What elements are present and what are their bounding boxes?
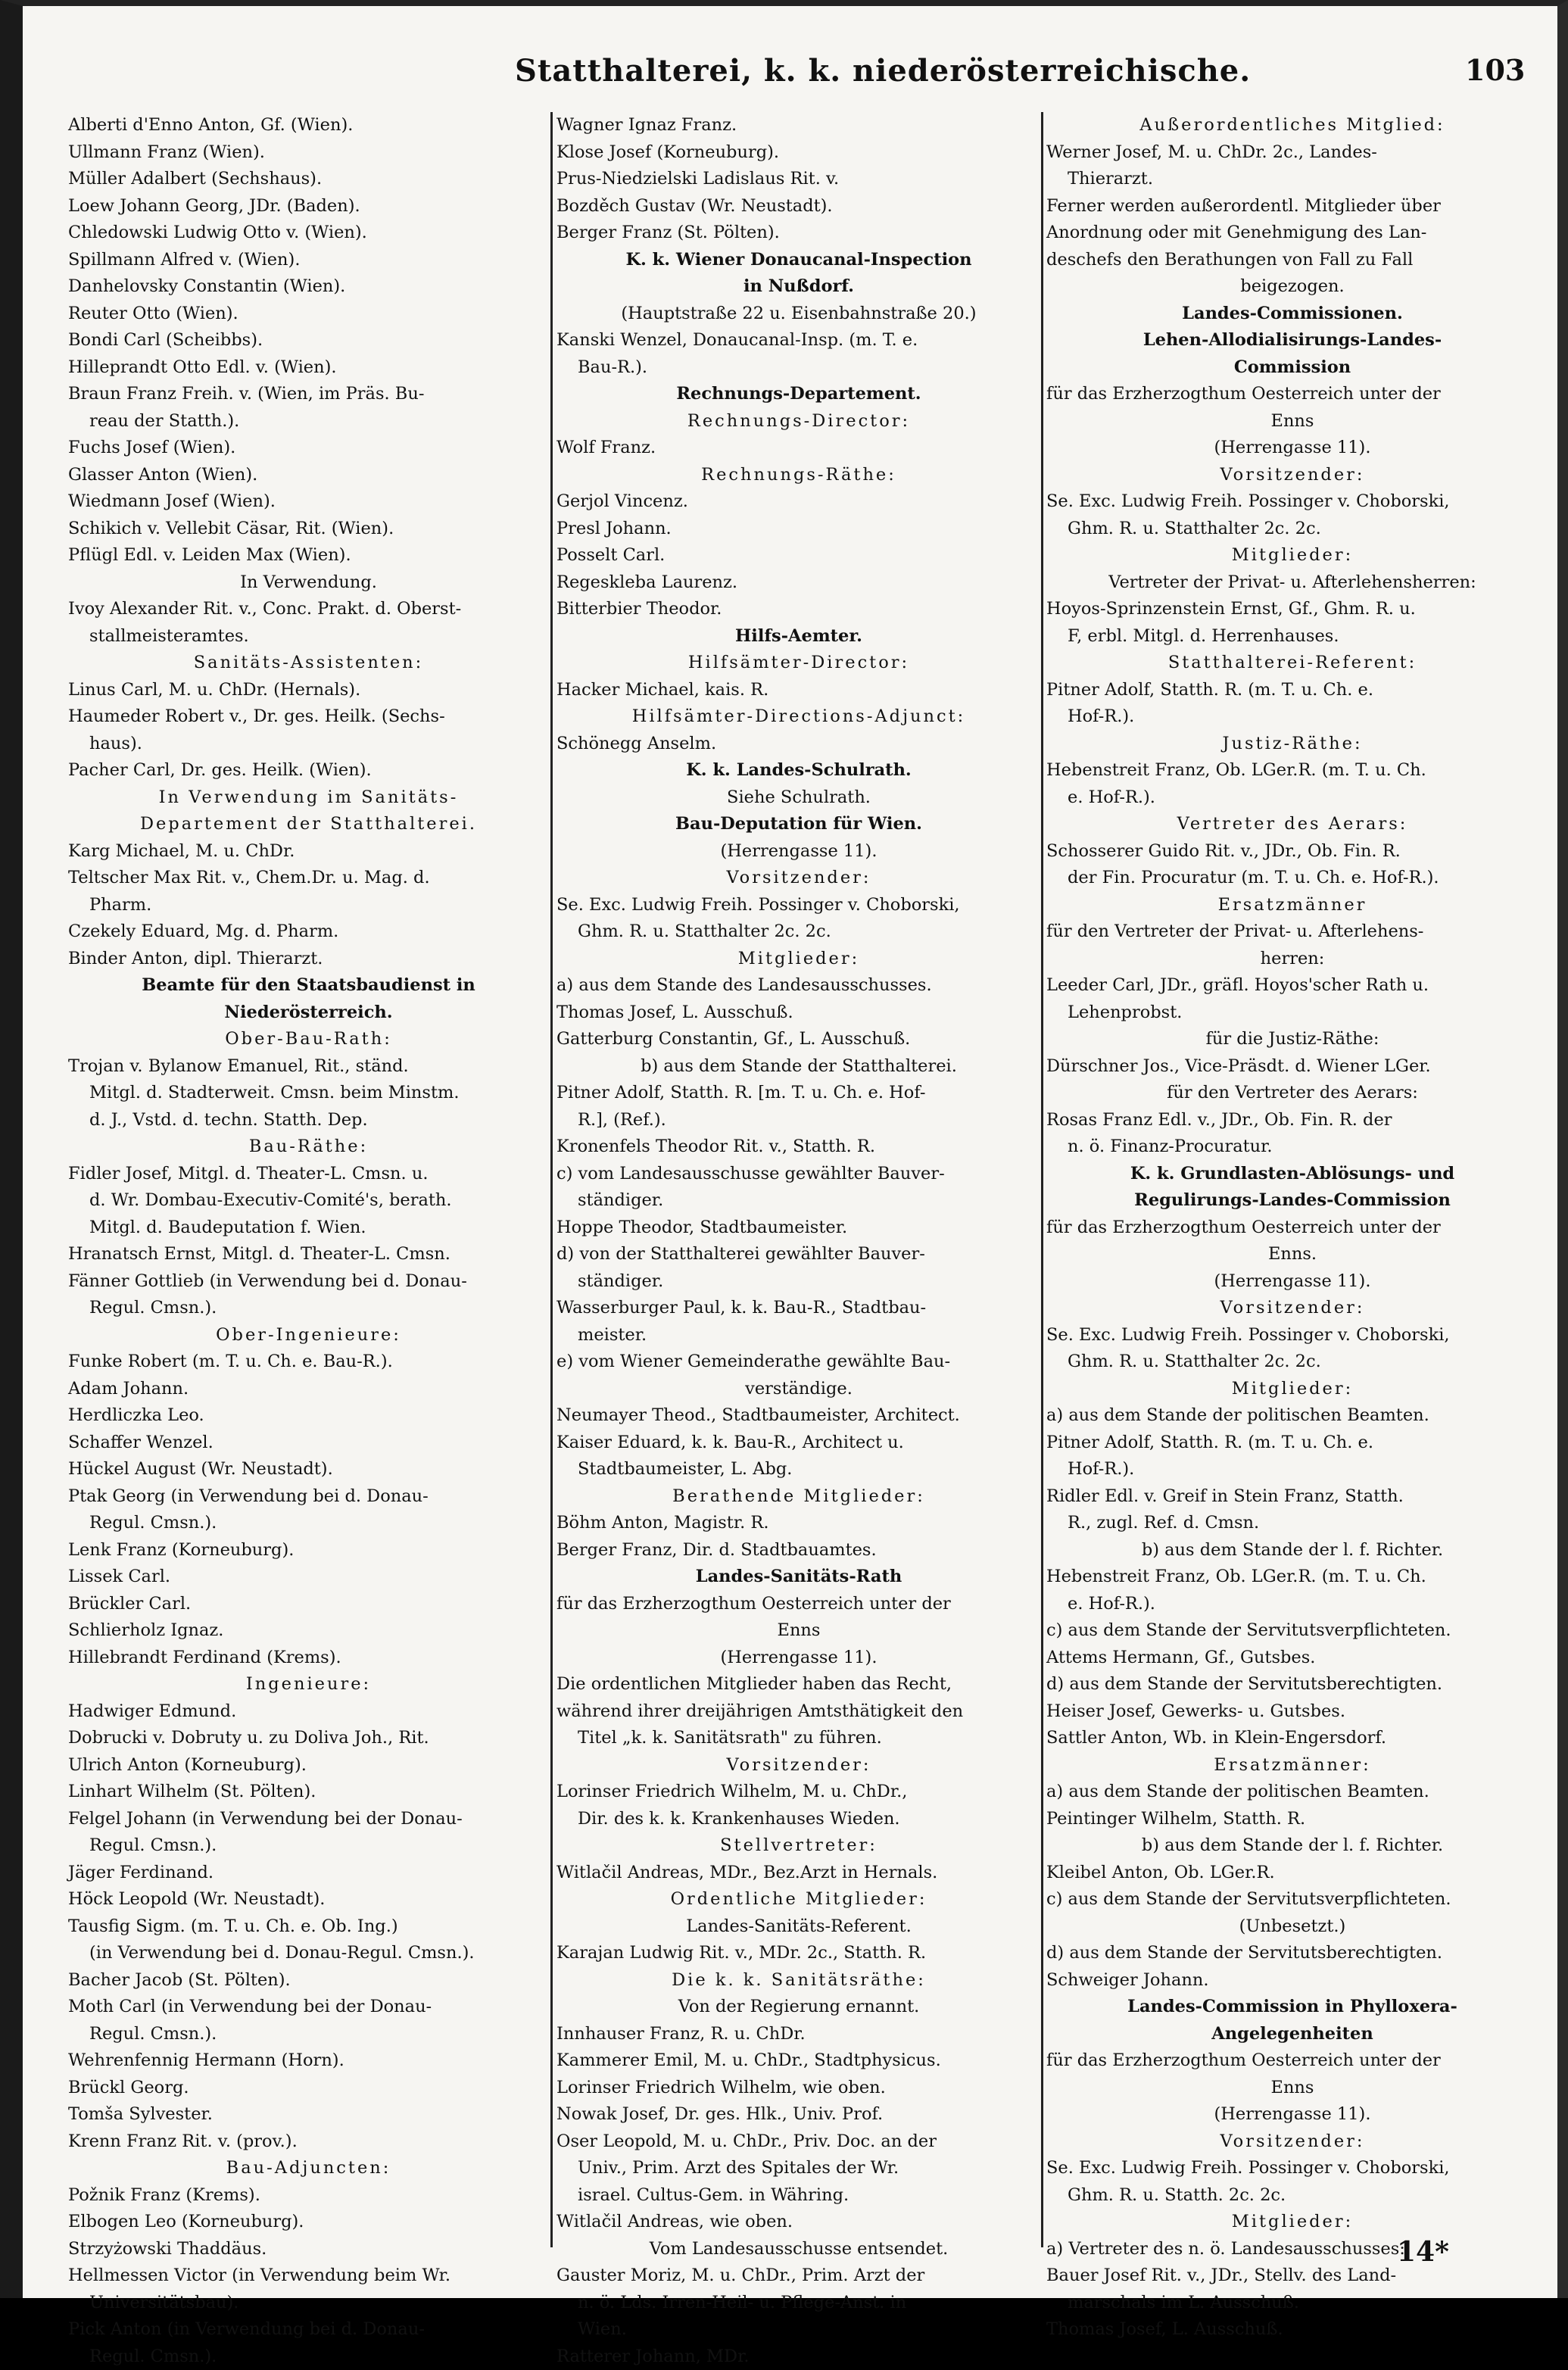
entry-line: Ratterer Johann, MDr. — [556, 2343, 1041, 2370]
continuation-line: Regul. Cmsn.). — [68, 1832, 549, 1860]
subheading: In Verwendung im Sanitäts- — [68, 784, 549, 812]
entry-line: Pitner Adolf, Statth. R. [m. T. u. Ch. e. Hof- — [556, 1080, 1041, 1107]
entry-line: Ulrich Anton (Korneuburg). — [68, 1752, 549, 1779]
centered-note: Enns — [1046, 2075, 1538, 2102]
entry-line: Reuter Otto (Wien). — [68, 301, 549, 328]
entry-line: Klose Josef (Korneuburg). — [556, 139, 1041, 167]
continuation-line: F, erbl. Mitgl. d. Herrenhauses. — [1046, 623, 1538, 650]
subheading: Ersatzmänner — [1046, 892, 1538, 919]
entry-line: Strzyżowski Thaddäus. — [68, 2236, 549, 2263]
entry-line: Brückl Georg. — [68, 2075, 549, 2102]
entry-line: Bacher Jacob (St. Pölten). — [68, 1967, 549, 1994]
centered-note: verständige. — [556, 1376, 1041, 1403]
section-heading: Landes-Commission in Phylloxera- — [1046, 1994, 1538, 2021]
section-heading: Regulirungs-Landes-Commission — [1046, 1187, 1538, 1215]
entry-line: Müller Adalbert (Sechshaus). — [68, 166, 549, 193]
section-heading: Angelegenheiten — [1046, 2021, 1538, 2048]
entry-line: Se. Exc. Ludwig Freih. Possinger v. Choborski, — [556, 892, 1041, 919]
continuation-line: d. Wr. Dombau-Executiv-Comité's, berath. — [68, 1187, 549, 1215]
entry-line: Se. Exc. Ludwig Freih. Possinger v. Choborski, — [1046, 1322, 1538, 1349]
entry-line: Jäger Ferdinand. — [68, 1860, 549, 1887]
entry-line: Lorinser Friedrich Wilhelm, wie oben. — [556, 2075, 1041, 2102]
entry-line: Felgel Johann (in Verwendung bei der Donau- — [68, 1806, 549, 1833]
continuation-line: n. ö. Finanz-Procuratur. — [1046, 1134, 1538, 1161]
entry-line: Presl Johann. — [556, 516, 1041, 543]
subheading: Hilfsämter-Directions-Adjunct: — [556, 703, 1041, 731]
continuation-line: R.], (Ref.). — [556, 1107, 1041, 1134]
entry-line: Peintinger Wilhelm, Statth. R. — [1046, 1806, 1538, 1833]
entry-line: Adam Johann. — [68, 1376, 549, 1403]
entry-line: Oser Leopold, M. u. ChDr., Priv. Doc. an der — [556, 2128, 1041, 2156]
continuation-line: reau der Statth.). — [68, 408, 549, 435]
continuation-line: der Fin. Procuratur (m. T. u. Ch. e. Hof-R.). — [1046, 865, 1538, 892]
entry-line: Lissek Carl. — [68, 1564, 549, 1591]
entry-line: Elbogen Leo (Korneuburg). — [68, 2209, 549, 2236]
continuation-line: Titel „k. k. Sanitätsrath" zu führen. — [556, 1725, 1041, 1752]
entry-line: Binder Anton, dipl. Thierarzt. — [68, 946, 549, 973]
centered-note: (Herrengasse 11). — [556, 838, 1041, 865]
subheading: Vorsitzender: — [1046, 462, 1538, 489]
section-heading: K. k. Wiener Donaucanal-Inspection — [556, 247, 1041, 274]
continuation-line: n. ö. Lds. Irren-Heil- u. Pflege-Anst. in — [556, 2290, 1041, 2317]
continuation-line: Ghm. R. u. Statthalter 2c. 2c. — [556, 918, 1041, 946]
continuation-line: Lehenprobst. — [1046, 999, 1538, 1027]
subheading: Vorsitzender: — [1046, 1295, 1538, 1322]
entry-line: für das Erzherzogthum Oesterreich unter der — [556, 1591, 1041, 1618]
entry-line: c) aus dem Stande der Servitutsverpflichteten. — [1046, 1886, 1538, 1913]
entry-line: Hoppe Theodor, Stadtbaumeister. — [556, 1215, 1041, 1242]
entry-line: Danhelovsky Constantin (Wien). — [68, 273, 549, 301]
entry-line: Hillebrandt Ferdinand (Krems). — [68, 1645, 549, 1672]
entry-line: Hadwiger Edmund. — [68, 1698, 549, 1726]
entry-line: Trojan v. Bylanow Emanuel, Rit., ständ. — [68, 1053, 549, 1081]
centered-note: (Herrengasse 11). — [1046, 435, 1538, 462]
section-heading: Niederösterreich. — [68, 999, 549, 1027]
entry-line: für das Erzherzogthum Oesterreich unter der — [1046, 1215, 1538, 1242]
section-heading: Lehen-Allodialisirungs-Landes- — [1046, 327, 1538, 354]
section-heading: K. k. Grundlasten-Ablösungs- und — [1046, 1161, 1538, 1188]
entry-line: Nowak Josef, Dr. ges. Hlk., Univ. Prof. — [556, 2101, 1041, 2128]
subheading: Rechnungs-Räthe: — [556, 462, 1041, 489]
centered-note: Siehe Schulrath. — [556, 784, 1041, 812]
entry-line: Schosserer Guido Rit. v., JDr., Ob. Fin. R. — [1046, 838, 1538, 865]
entry-line: Wagner Ignaz Franz. — [556, 112, 1041, 139]
entry-line: während ihrer dreijährigen Amtsthätigkeit den — [556, 1698, 1041, 1726]
entry-line: c) aus dem Stande der Servitutsverpflichteten. — [1046, 1617, 1538, 1645]
centered-note: (Herrengasse 11). — [556, 1645, 1041, 1672]
entry-line: Schaffer Wenzel. — [68, 1430, 549, 1457]
continuation-line: Hof-R.). — [1046, 1456, 1538, 1483]
entry-line: Požnik Franz (Krems). — [68, 2182, 549, 2209]
continuation-line: Regul. Cmsn.). — [68, 1295, 549, 1322]
column-left — [68, 112, 549, 2255]
continuation-line: e. Hof-R.). — [1046, 784, 1538, 812]
subheading: Ersatzmänner: — [1046, 1752, 1538, 1779]
entry-line: Schweiger Johann. — [1046, 1967, 1538, 1994]
entry-line: Heiser Josef, Gewerks- u. Gutsbes. — [1046, 1698, 1538, 1726]
continuation-line: ständiger. — [556, 1187, 1041, 1215]
column-middle — [556, 112, 1041, 2255]
entry-line: Gauster Moriz, M. u. ChDr., Prim. Arzt der — [556, 2262, 1041, 2290]
entry-line: Werner Josef, M. u. ChDr. 2c., Landes- — [1046, 139, 1538, 167]
entry-line: Karajan Ludwig Rit. v., MDr. 2c., Statth. R. — [556, 1940, 1041, 1967]
continuation-line: Pharm. — [68, 892, 549, 919]
column-right — [1046, 112, 1538, 2255]
entry-line: Hebenstreit Franz, Ob. LGer.R. (m. T. u. Ch. — [1046, 757, 1538, 784]
entry-line: Attems Hermann, Gf., Gutsbes. — [1046, 1645, 1538, 1672]
entry-line: Se. Exc. Ludwig Freih. Possinger v. Choborski, — [1046, 2155, 1538, 2182]
section-heading: Landes-Sanitäts-Rath — [556, 1564, 1041, 1591]
centered-note: Enns — [556, 1617, 1041, 1645]
entry-line: Bozděch Gustav (Wr. Neustadt). — [556, 193, 1041, 220]
centered-note: für die Justiz-Räthe: — [1046, 1026, 1538, 1053]
entry-line: Funke Robert (m. T. u. Ch. e. Bau-R.). — [68, 1349, 549, 1376]
entry-line: Loew Johann Georg, JDr. (Baden). — [68, 193, 549, 220]
entry-line: Pitner Adolf, Statth. R. (m. T. u. Ch. e. — [1046, 677, 1538, 704]
subheading: Stellvertreter: — [556, 1832, 1041, 1860]
entry-line: Hückel August (Wr. Neustadt). — [68, 1456, 549, 1483]
entry-line: Wehrenfennig Hermann (Horn). — [68, 2047, 549, 2075]
continuation-line: ständiger. — [556, 1268, 1041, 1296]
continuation-line: Bau-R.). — [556, 354, 1041, 382]
subheading: Bau-Adjuncten: — [68, 2155, 549, 2182]
centered-note: beigezogen. — [1046, 273, 1538, 301]
continuation-line: stallmeisteramtes. — [68, 623, 549, 650]
entry-line: Hilleprandt Otto Edl. v. (Wien). — [68, 354, 549, 382]
subheading: Vertreter des Aerars: — [1046, 811, 1538, 838]
entry-line: d) aus dem Stande der Servitutsberechtigten. — [1046, 1940, 1538, 1967]
section-heading: Bau-Deputation für Wien. — [556, 811, 1041, 838]
entry-line: Gatterburg Constantin, Gf., L. Ausschuß. — [556, 1026, 1041, 1053]
centered-note: In Verwendung. — [68, 569, 549, 597]
entry-line: Wasserburger Paul, k. k. Bau-R., Stadtbau- — [556, 1295, 1041, 1322]
entry-line: Bitterbier Theodor. — [556, 596, 1041, 623]
continuation-line: (in Verwendung bei d. Donau-Regul. Cmsn.). — [68, 1940, 549, 1967]
subheading: Sanitäts-Assistenten: — [68, 650, 549, 677]
centered-note: b) aus dem Stande der Statthalterei. — [556, 1053, 1041, 1081]
subheading: Die k. k. Sanitätsräthe: — [556, 1967, 1041, 1994]
entry-line: Glasser Anton (Wien). — [68, 462, 549, 489]
continuation-line: Mitgl. d. Stadterweit. Cmsn. beim Minstm. — [68, 1080, 549, 1107]
continuation-line: Wien. — [556, 2316, 1041, 2343]
centered-note: (Herrengasse 11). — [1046, 1268, 1538, 1296]
entry-line: Leeder Carl, JDr., gräfl. Hoyos'scher Rath u. — [1046, 972, 1538, 999]
entry-line: a) aus dem Stande der politischen Beamten. — [1046, 1779, 1538, 1806]
entry-line: Linus Carl, M. u. ChDr. (Hernals). — [68, 677, 549, 704]
entry-line: Höck Leopold (Wr. Neustadt). — [68, 1886, 549, 1913]
entry-line: deschefs den Berathungen von Fall zu Fall — [1046, 247, 1538, 274]
entry-line: a) aus dem Stande der politischen Beamten. — [1046, 1402, 1538, 1430]
subheading: Berathende Mitglieder: — [556, 1483, 1041, 1511]
entry-line: Die ordentlichen Mitglieder haben das Recht, — [556, 1671, 1041, 1698]
entry-line: Karg Michael, M. u. ChDr. — [68, 838, 549, 865]
entry-line: Pitner Adolf, Statth. R. (m. T. u. Ch. e. — [1046, 1430, 1538, 1457]
entry-line: Neumayer Theod., Stadtbaumeister, Architect. — [556, 1402, 1041, 1430]
centered-note: Landes-Sanitäts-Referent. — [556, 1913, 1041, 1941]
entry-line: Hellmessen Victor (in Verwendung beim Wr. — [68, 2262, 549, 2290]
entry-line: Hoyos-Sprinzenstein Ernst, Gf., Ghm. R. u. — [1046, 596, 1538, 623]
section-heading: Commission — [1046, 354, 1538, 382]
continuation-line: Thierarzt. — [1046, 166, 1538, 193]
entry-line: Alberti d'Enno Anton, Gf. (Wien). — [68, 112, 549, 139]
centered-note: für den Vertreter des Aerars: — [1046, 1080, 1538, 1107]
subheading: Justiz-Räthe: — [1046, 731, 1538, 758]
centered-note: Enns. — [1046, 1241, 1538, 1268]
entry-line: Se. Exc. Ludwig Freih. Possinger v. Choborski, — [1046, 488, 1538, 516]
continuation-line: Univ., Prim. Arzt des Spitales der Wr. — [556, 2155, 1041, 2182]
entry-line: Lorinser Friedrich Wilhelm, M. u. ChDr., — [556, 1779, 1041, 1806]
continuation-line: Regul. Cmsn.). — [68, 1510, 549, 1537]
subheading: Hilfsämter-Director: — [556, 650, 1041, 677]
entry-line: Linhart Wilhelm (St. Pölten). — [68, 1779, 549, 1806]
section-heading: Rechnungs-Departement. — [556, 381, 1041, 408]
continuation-line: marschals im L. Ausschuß. — [1046, 2290, 1538, 2317]
entry-line: Brückler Carl. — [68, 1591, 549, 1618]
entry-line: für das Erzherzogthum Oesterreich unter der — [1046, 381, 1538, 408]
entry-line: Posselt Carl. — [556, 542, 1041, 569]
entry-line: Fuchs Josef (Wien). — [68, 435, 549, 462]
entry-line: Schönegg Anselm. — [556, 731, 1041, 758]
entry-line: Ridler Edl. v. Greif in Stein Franz, Statth. — [1046, 1483, 1538, 1511]
entry-line: Czekely Eduard, Mg. d. Pharm. — [68, 918, 549, 946]
subheading: Ordentliche Mitglieder: — [556, 1886, 1041, 1913]
centered-note: (Herrengasse 11). — [1046, 2101, 1538, 2128]
entry-line: für den Vertreter der Privat- u. Afterlehens- — [1046, 918, 1538, 946]
centered-note: Enns — [1046, 408, 1538, 435]
subheading: Statthalterei-Referent: — [1046, 650, 1538, 677]
subheading: Bau-Räthe: — [68, 1134, 549, 1161]
entry-line: Regeskleba Laurenz. — [556, 569, 1041, 597]
column-rule — [1041, 112, 1043, 2247]
entry-line: Wolf Franz. — [556, 435, 1041, 462]
entry-line: a) aus dem Stande des Landesausschusses. — [556, 972, 1041, 999]
subheading: Mitglieder: — [556, 946, 1041, 973]
centered-note: Vom Landesausschusse entsendet. — [556, 2236, 1041, 2263]
subheading: Ober-Ingenieure: — [68, 1322, 549, 1349]
continuation-line: Ghm. R. u. Statthalter 2c. 2c. — [1046, 1349, 1538, 1376]
entry-line: d) aus dem Stande der Servitutsberechtigten. — [1046, 1671, 1538, 1698]
entry-line: e) vom Wiener Gemeinderathe gewählte Bau- — [556, 1349, 1041, 1376]
entry-line: Berger Franz (St. Pölten). — [556, 220, 1041, 247]
entry-line: Tausfig Sigm. (m. T. u. Ch. e. Ob. Ing.) — [68, 1913, 549, 1941]
entry-line: Fänner Gottlieb (in Verwendung bei d. Donau- — [68, 1268, 549, 1296]
entry-line: Wiedmann Josef (Wien). — [68, 488, 549, 516]
subheading: Mitglieder: — [1046, 542, 1538, 569]
entry-line: Ferner werden außerordentl. Mitglieder über — [1046, 193, 1538, 220]
subheading: Vorsitzender: — [556, 1752, 1041, 1779]
entry-line: d) von der Statthalterei gewählter Bauver- — [556, 1241, 1041, 1268]
running-title: Statthalterei, k. k. niederösterreichische. — [515, 53, 1251, 89]
entry-line: Haumeder Robert v., Dr. ges. Heilk. (Sechs- — [68, 703, 549, 731]
section-heading: K. k. Landes-Schulrath. — [556, 757, 1041, 784]
continuation-line: Regul. Cmsn.). — [68, 2021, 549, 2048]
entry-line: Moth Carl (in Verwendung bei der Donau- — [68, 1994, 549, 2021]
subheading: Ober-Bau-Rath: — [68, 1026, 549, 1053]
section-heading: Hilfs-Aemter. — [556, 623, 1041, 650]
continuation-line: Dir. des k. k. Krankenhauses Wieden. — [556, 1806, 1041, 1833]
entry-line: Innhauser Franz, R. u. ChDr. — [556, 2021, 1041, 2048]
continuation-line: d. J., Vstd. d. techn. Statth. Dep. — [68, 1107, 549, 1134]
continuation-line: haus). — [68, 731, 549, 758]
entry-line: Sattler Anton, Wb. in Klein-Engersdorf. — [1046, 1725, 1538, 1752]
entry-line: Braun Franz Freih. v. (Wien, im Präs. Bu- — [68, 381, 549, 408]
column-rule — [550, 112, 553, 2247]
entry-line: Witlačil Andreas, wie oben. — [556, 2209, 1041, 2236]
subheading: Departement der Statthalterei. — [68, 811, 549, 838]
centered-note: (Unbesetzt.) — [1046, 1913, 1538, 1941]
continuation-line: Mitgl. d. Baudeputation f. Wien. — [68, 1215, 549, 1242]
entry-line: Ivoy Alexander Rit. v., Conc. Prakt. d. Oberst- — [68, 596, 549, 623]
entry-line: Berger Franz, Dir. d. Stadtbauamtes. — [556, 1537, 1041, 1564]
entry-line: Pick Anton (in Verwendung bei d. Donau- — [68, 2316, 549, 2343]
continuation-line: israel. Cultus-Gem. in Währing. — [556, 2182, 1041, 2209]
entry-line: Fidler Josef, Mitgl. d. Theater-L. Cmsn. u. — [68, 1161, 549, 1188]
entry-line: Schlierholz Ignaz. — [68, 1617, 549, 1645]
continuation-line: Hof-R.). — [1046, 703, 1538, 731]
section-heading: Beamte für den Staatsbaudienst in — [68, 972, 549, 999]
subheading: Mitglieder: — [1046, 1376, 1538, 1403]
continuation-line: Regul. Cmsn.). — [68, 2343, 549, 2370]
entry-line: Herdliczka Leo. — [68, 1402, 549, 1430]
section-heading: Landes-Commissionen. — [1046, 301, 1538, 328]
centered-note: b) aus dem Stande der l. f. Richter. — [1046, 1832, 1538, 1860]
entry-line: Dürschner Jos., Vice-Präsdt. d. Wiener LGer. — [1046, 1053, 1538, 1081]
entry-line: Kleibel Anton, Ob. LGer.R. — [1046, 1860, 1538, 1887]
entry-line: Lenk Franz (Korneuburg). — [68, 1537, 549, 1564]
section-heading: in Nußdorf. — [556, 273, 1041, 301]
entry-line: Hranatsch Ernst, Mitgl. d. Theater-L. Cmsn. — [68, 1241, 549, 1268]
entry-line: Pacher Carl, Dr. ges. Heilk. (Wien). — [68, 757, 549, 784]
subheading: Rechnungs-Director: — [556, 408, 1041, 435]
entry-line: Chledowski Ludwig Otto v. (Wien). — [68, 220, 549, 247]
signature-mark: 14* — [1397, 2236, 1449, 2268]
entry-line: Witlačil Andreas, MDr., Bez.Arzt in Hernals. — [556, 1860, 1041, 1887]
entry-line: Kronenfels Theodor Rit. v., Statth. R. — [556, 1134, 1041, 1161]
continuation-line: Universitätsbau). — [68, 2290, 549, 2317]
entry-line: Bondi Carl (Scheibbs). — [68, 327, 549, 354]
entry-line: Böhm Anton, Magistr. R. — [556, 1510, 1041, 1537]
entry-line: Krenn Franz Rit. v. (prov.). — [68, 2128, 549, 2156]
continuation-line: e. Hof-R.). — [1046, 1591, 1538, 1618]
entry-line: Thomas Josef, L. Ausschuß. — [556, 999, 1041, 1027]
entry-line: Kaiser Eduard, k. k. Bau-R., Architect u. — [556, 1430, 1041, 1457]
entry-line: Anordnung oder mit Genehmigung des Lan- — [1046, 220, 1538, 247]
continuation-line: Stadtbaumeister, L. Abg. — [556, 1456, 1041, 1483]
entry-line: c) vom Landesausschusse gewählter Bauver- — [556, 1161, 1041, 1188]
subheading: Ingenieure: — [68, 1671, 549, 1698]
continuation-line: R., zugl. Ref. d. Cmsn. — [1046, 1510, 1538, 1537]
entry-line: Bauer Josef Rit. v., JDr., Stellv. des Land- — [1046, 2262, 1538, 2290]
centered-note: b) aus dem Stande der l. f. Richter. — [1046, 1537, 1538, 1564]
subheading: Vorsitzender: — [556, 865, 1041, 892]
entry-line: Thomas Josef, L. Ausschuß. — [1046, 2316, 1538, 2343]
entry-line: Kanski Wenzel, Donaucanal-Insp. (m. T. e. — [556, 327, 1041, 354]
centered-note: Von der Regierung ernannt. — [556, 1994, 1041, 2021]
continuation-line: Ghm. R. u. Statth. 2c. 2c. — [1046, 2182, 1538, 2209]
entry-line: Pflügl Edl. v. Leiden Max (Wien). — [68, 542, 549, 569]
entry-line: Ptak Georg (in Verwendung bei d. Donau- — [68, 1483, 549, 1511]
entry-line: Prus-Niedzielski Ladislaus Rit. v. — [556, 166, 1041, 193]
centered-note: herren: — [1046, 946, 1538, 973]
centered-note: (Hauptstraße 22 u. Eisenbahnstraße 20.) — [556, 301, 1041, 328]
entry-line: Rosas Franz Edl. v., JDr., Ob. Fin. R. der — [1046, 1107, 1538, 1134]
entry-line: Hebenstreit Franz, Ob. LGer.R. (m. T. u. Ch. — [1046, 1564, 1538, 1591]
entry-line: Hacker Michael, kais. R. — [556, 677, 1041, 704]
entry-line: Schikich v. Vellebit Cäsar, Rit. (Wien). — [68, 516, 549, 543]
continuation-line: meister. — [556, 1322, 1041, 1349]
entry-line: Gerjol Vincenz. — [556, 488, 1041, 516]
entry-line: für das Erzherzogthum Oesterreich unter der — [1046, 2047, 1538, 2075]
entry-line: Tomša Sylvester. — [68, 2101, 549, 2128]
entry-line: Teltscher Max Rit. v., Chem.Dr. u. Mag. d. — [68, 865, 549, 892]
subheading: Mitglieder: — [1046, 2209, 1538, 2236]
entry-line: Dobrucki v. Dobruty u. zu Doliva Joh., Rit. — [68, 1725, 549, 1752]
subheading: Vorsitzender: — [1046, 2128, 1538, 2156]
entry-line: a) Vertreter des n. ö. Landesausschusses: — [1046, 2236, 1538, 2263]
entry-line: Spillmann Alfred v. (Wien). — [68, 247, 549, 274]
subheading: Außerordentliches Mitglied: — [1046, 112, 1538, 139]
entry-line: Kammerer Emil, M. u. ChDr., Stadtphysicus. — [556, 2047, 1041, 2075]
page-number: 103 — [1465, 53, 1525, 87]
entry-line: Ullmann Franz (Wien). — [68, 139, 549, 167]
centered-note: Vertreter der Privat- u. Afterlehensherren: — [1046, 569, 1538, 597]
continuation-line: Ghm. R. u. Statthalter 2c. 2c. — [1046, 516, 1538, 543]
